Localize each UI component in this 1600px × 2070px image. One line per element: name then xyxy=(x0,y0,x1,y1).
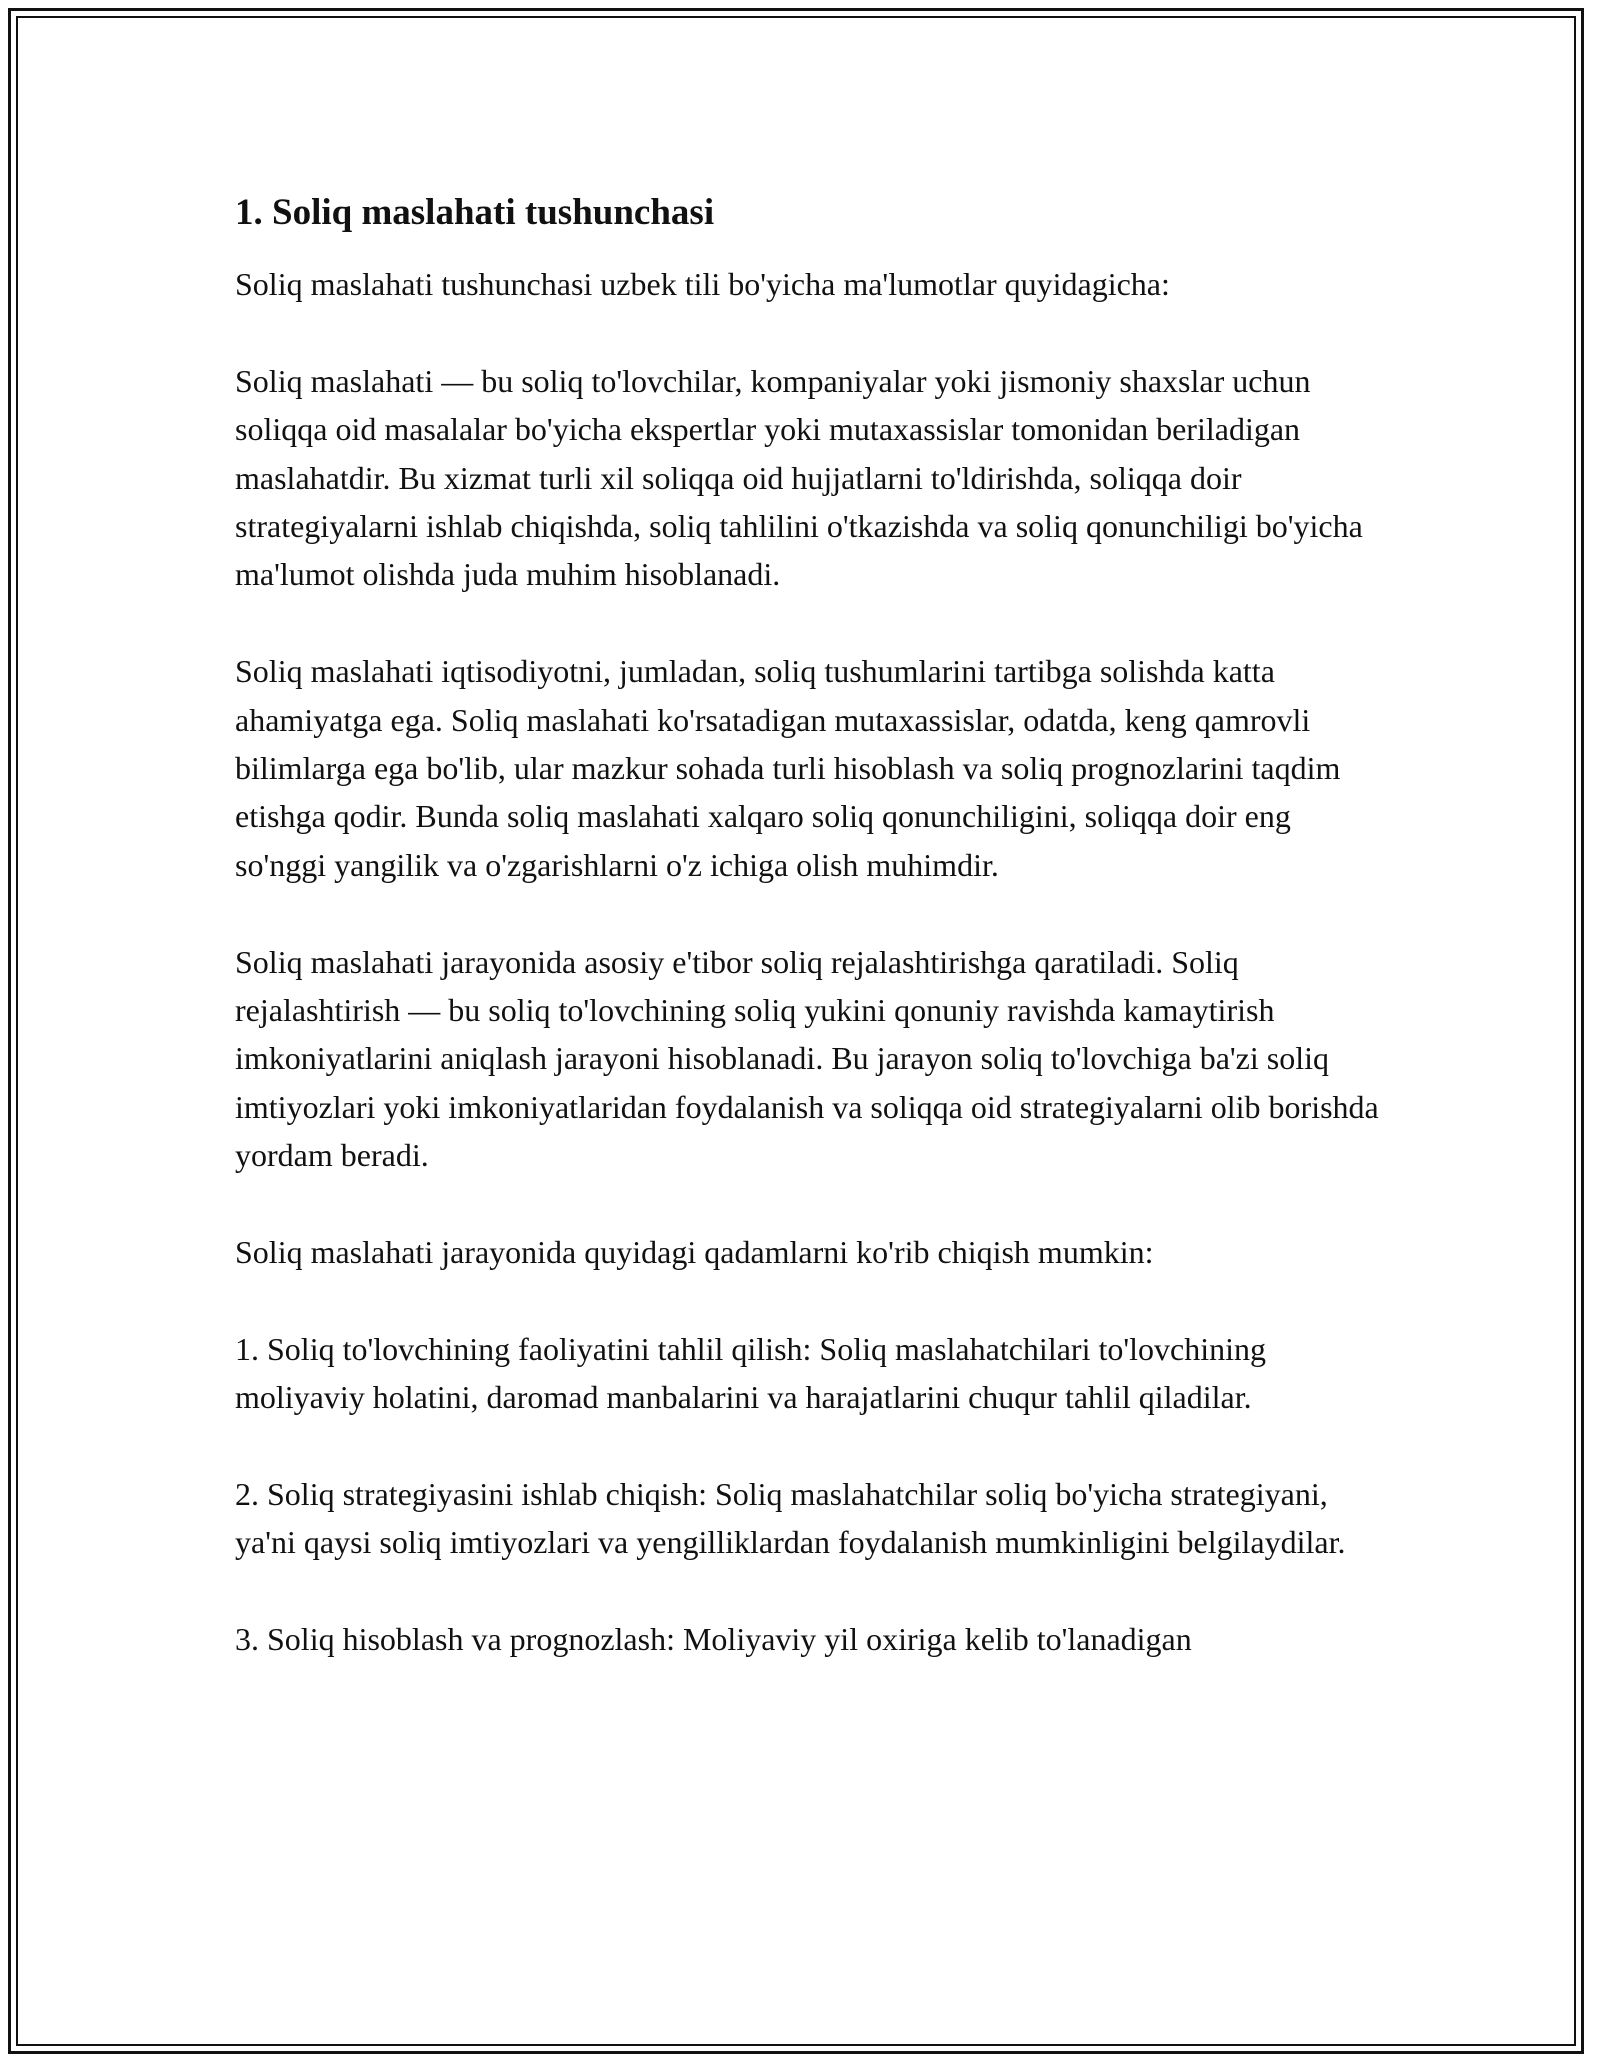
paragraph-gap xyxy=(235,308,1385,356)
paragraph-gap xyxy=(235,1276,1385,1324)
paragraph-gap xyxy=(235,599,1385,647)
paragraph-gap xyxy=(235,889,1385,937)
list-item-step-3: 3. Soliq hisoblash va prognozlash: Moliyaviy yil oxiriga kelib to'lanadigan xyxy=(235,1621,1192,1658)
document-body xyxy=(235,188,1385,1664)
paragraph-intro: Soliq maslahati tushunchasi uzbek tili bo'yicha ma'lumotlar quyidagicha: xyxy=(235,266,1170,302)
list-item-step-2: 2. Soliq strategiyasini ishlab chiqish: Soliq maslahatchilar soliq bo'yicha strategiyani, ya'ni qaysi soliq imtiyozlari va yengilliklardan foydalanish mumkinligini belgilaydilar. xyxy=(235,1476,1346,1561)
list-item-step-1: 1. Soliq to'lovchining faoliyatini tahlil qilish: Soliq maslahatchilari to'lovchining moliyaviy holatini, daromad manbalarini va harajatlarini chuqur tahlil qiladilar. xyxy=(235,1330,1266,1416)
paragraph-definition: Soliq maslahati — bu soliq to'lovchilar, kompaniyalar yoki jismoniy shaxslar uchun soliqqa oid masalalar bo'yicha ekspertlar yoki mutaxassislar tomonidan beriladigan maslahatdir. Bu xizmat turli xil soliqqa oid hujjatlarni to'ldirishda, soliqqa doir strategiyalarni ishlab chiqishda, soliq tahlilini o'tkazishda va soliq qonunchiligi bo'yicha ma'lumot olishda juda muhim hisoblanadi. xyxy=(235,362,1363,593)
section-heading: 1. Soliq maslahati tushunchasi xyxy=(235,192,715,233)
paragraph-importance: Soliq maslahati iqtisodiyotni, jumladan, soliq tushumlarini tartibga solishda katta ahamiyatga ega. Soliq maslahati ko'rsatadigan mutaxassislar, odatda, keng qamrovli bilimlarga ega bo'lib, ular mazkur sohada turli hisoblash va soliq prognozlarini taqdim etishga qodir. Bunda soliq maslahati xalqaro soliq qonunchiligini, soliqqa doir eng so'nggi yangilik va o'zgarishlarni o'z ichiga olish muhimdir. xyxy=(235,653,1341,883)
paragraph-gap xyxy=(235,1422,1385,1470)
paragraph-planning: Soliq maslahati jarayonida asosiy e'tibor soliq rejalashtirishga qaratiladi. Soliq rejalashtirish — bu soliq to'lovchining soliq yukini qonuniy ravishda kamaytirish imkoniyatlarini aniqlash jarayoni hisoblanadi. Bu jarayon soliq to'lovchiga ba'zi soliq imtiyozlari yoki imkoniyatlaridan foydalanish va soliqqa oid strategiyalarni olib borishda yordam beradi. xyxy=(235,943,1379,1174)
paragraph-gap xyxy=(235,1567,1385,1615)
paragraph-gap xyxy=(235,1180,1385,1228)
paragraph-steps-intro: Soliq maslahati jarayonida quyidagi qadamlarni ko'rib chiqish mumkin: xyxy=(235,1234,1154,1271)
